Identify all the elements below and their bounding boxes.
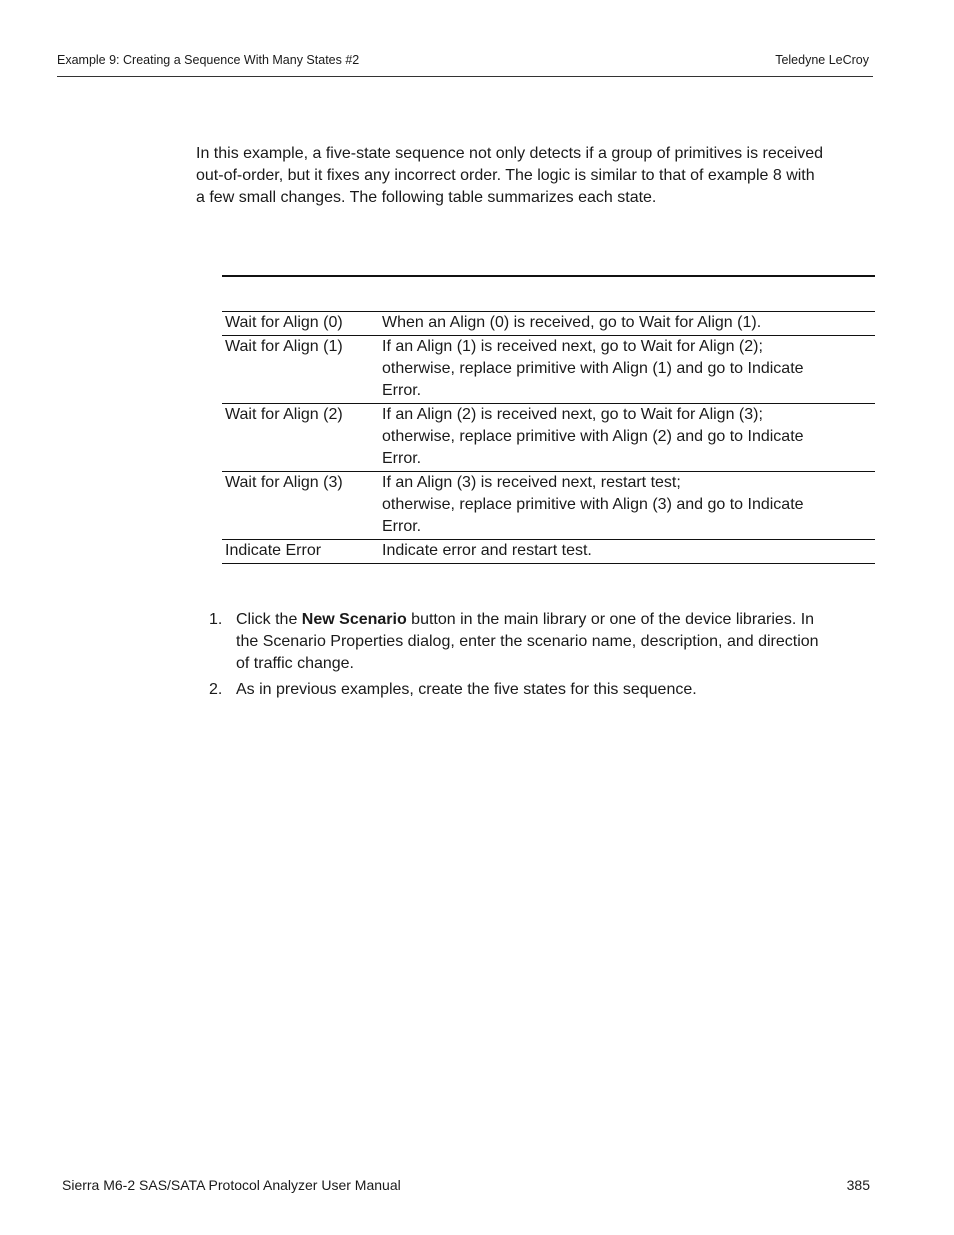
table-row bbox=[222, 336, 875, 404]
table-row bbox=[222, 312, 875, 336]
step-line bbox=[236, 609, 876, 631]
table-row bbox=[222, 404, 875, 472]
intro-paragraph bbox=[196, 143, 874, 209]
description-line: Error. bbox=[382, 382, 422, 399]
description-line: If an Align (3) is received next, restart test; bbox=[382, 474, 681, 491]
table-row bbox=[222, 540, 875, 564]
page-header bbox=[57, 52, 873, 77]
step-number: 2. bbox=[209, 681, 223, 698]
table-row bbox=[222, 472, 875, 540]
step-number: 1. bbox=[209, 611, 223, 628]
table-top-rule bbox=[222, 275, 875, 277]
state-name-cell: Wait for Align (2) bbox=[222, 404, 379, 472]
state-name-cell: Wait for Align (0) bbox=[222, 312, 379, 336]
intro-line: out-of-order, but it fixes any incorrect order. The logic is similar to that of example 8 with bbox=[196, 167, 815, 184]
description-line: otherwise, replace primitive with Align (2) and go to Indicate bbox=[382, 428, 804, 445]
step-item bbox=[206, 609, 876, 675]
state-description-cell bbox=[379, 404, 875, 472]
description-line: otherwise, replace primitive with Align (3) and go to Indicate bbox=[382, 496, 804, 513]
intro-line: a few small changes. The following table summarizes each state. bbox=[196, 189, 657, 206]
description-line: Error. bbox=[382, 450, 422, 467]
step-line: the Scenario Properties dialog, enter the scenario name, description, and direction bbox=[236, 633, 819, 650]
state-description-cell bbox=[379, 540, 875, 564]
state-description-cell bbox=[379, 312, 875, 336]
state-table bbox=[222, 311, 875, 564]
description-line: If an Align (2) is received next, go to Wait for Align (3); bbox=[382, 406, 763, 423]
step-item bbox=[206, 679, 876, 701]
description-line: otherwise, replace primitive with Align (1) and go to Indicate bbox=[382, 360, 804, 377]
step-bold-term: New Scenario bbox=[301, 611, 407, 628]
step-text: Click the bbox=[236, 611, 302, 628]
header-company: Teledyne LeCroy bbox=[775, 53, 869, 67]
state-name-cell: Indicate Error bbox=[222, 540, 379, 564]
step-line: of traffic change. bbox=[236, 655, 354, 672]
step-text: button in the main library or one of the device libraries. In bbox=[406, 611, 815, 628]
step-line: As in previous examples, create the five states for this sequence. bbox=[236, 681, 697, 698]
state-description-cell bbox=[379, 472, 875, 540]
state-description-cell bbox=[379, 336, 875, 404]
state-name-cell: Wait for Align (1) bbox=[222, 336, 379, 404]
footer-page-number: 385 bbox=[846, 1177, 870, 1193]
state-name-cell: Wait for Align (3) bbox=[222, 472, 379, 540]
description-line: Error. bbox=[382, 518, 422, 535]
intro-line: In this example, a five-state sequence not only detects if a group of primitives is received bbox=[196, 145, 823, 162]
header-section-title: Example 9: Creating a Sequence With Many States #2 bbox=[57, 53, 360, 67]
description-line: If an Align (1) is received next, go to Wait for Align (2); bbox=[382, 338, 763, 355]
description-line: When an Align (0) is received, go to Wait for Align (1). bbox=[382, 314, 762, 331]
procedure-steps bbox=[206, 609, 876, 705]
footer-manual-title: Sierra M6-2 SAS/SATA Protocol Analyzer User Manual bbox=[62, 1177, 401, 1193]
description-line: Indicate error and restart test. bbox=[382, 542, 592, 559]
